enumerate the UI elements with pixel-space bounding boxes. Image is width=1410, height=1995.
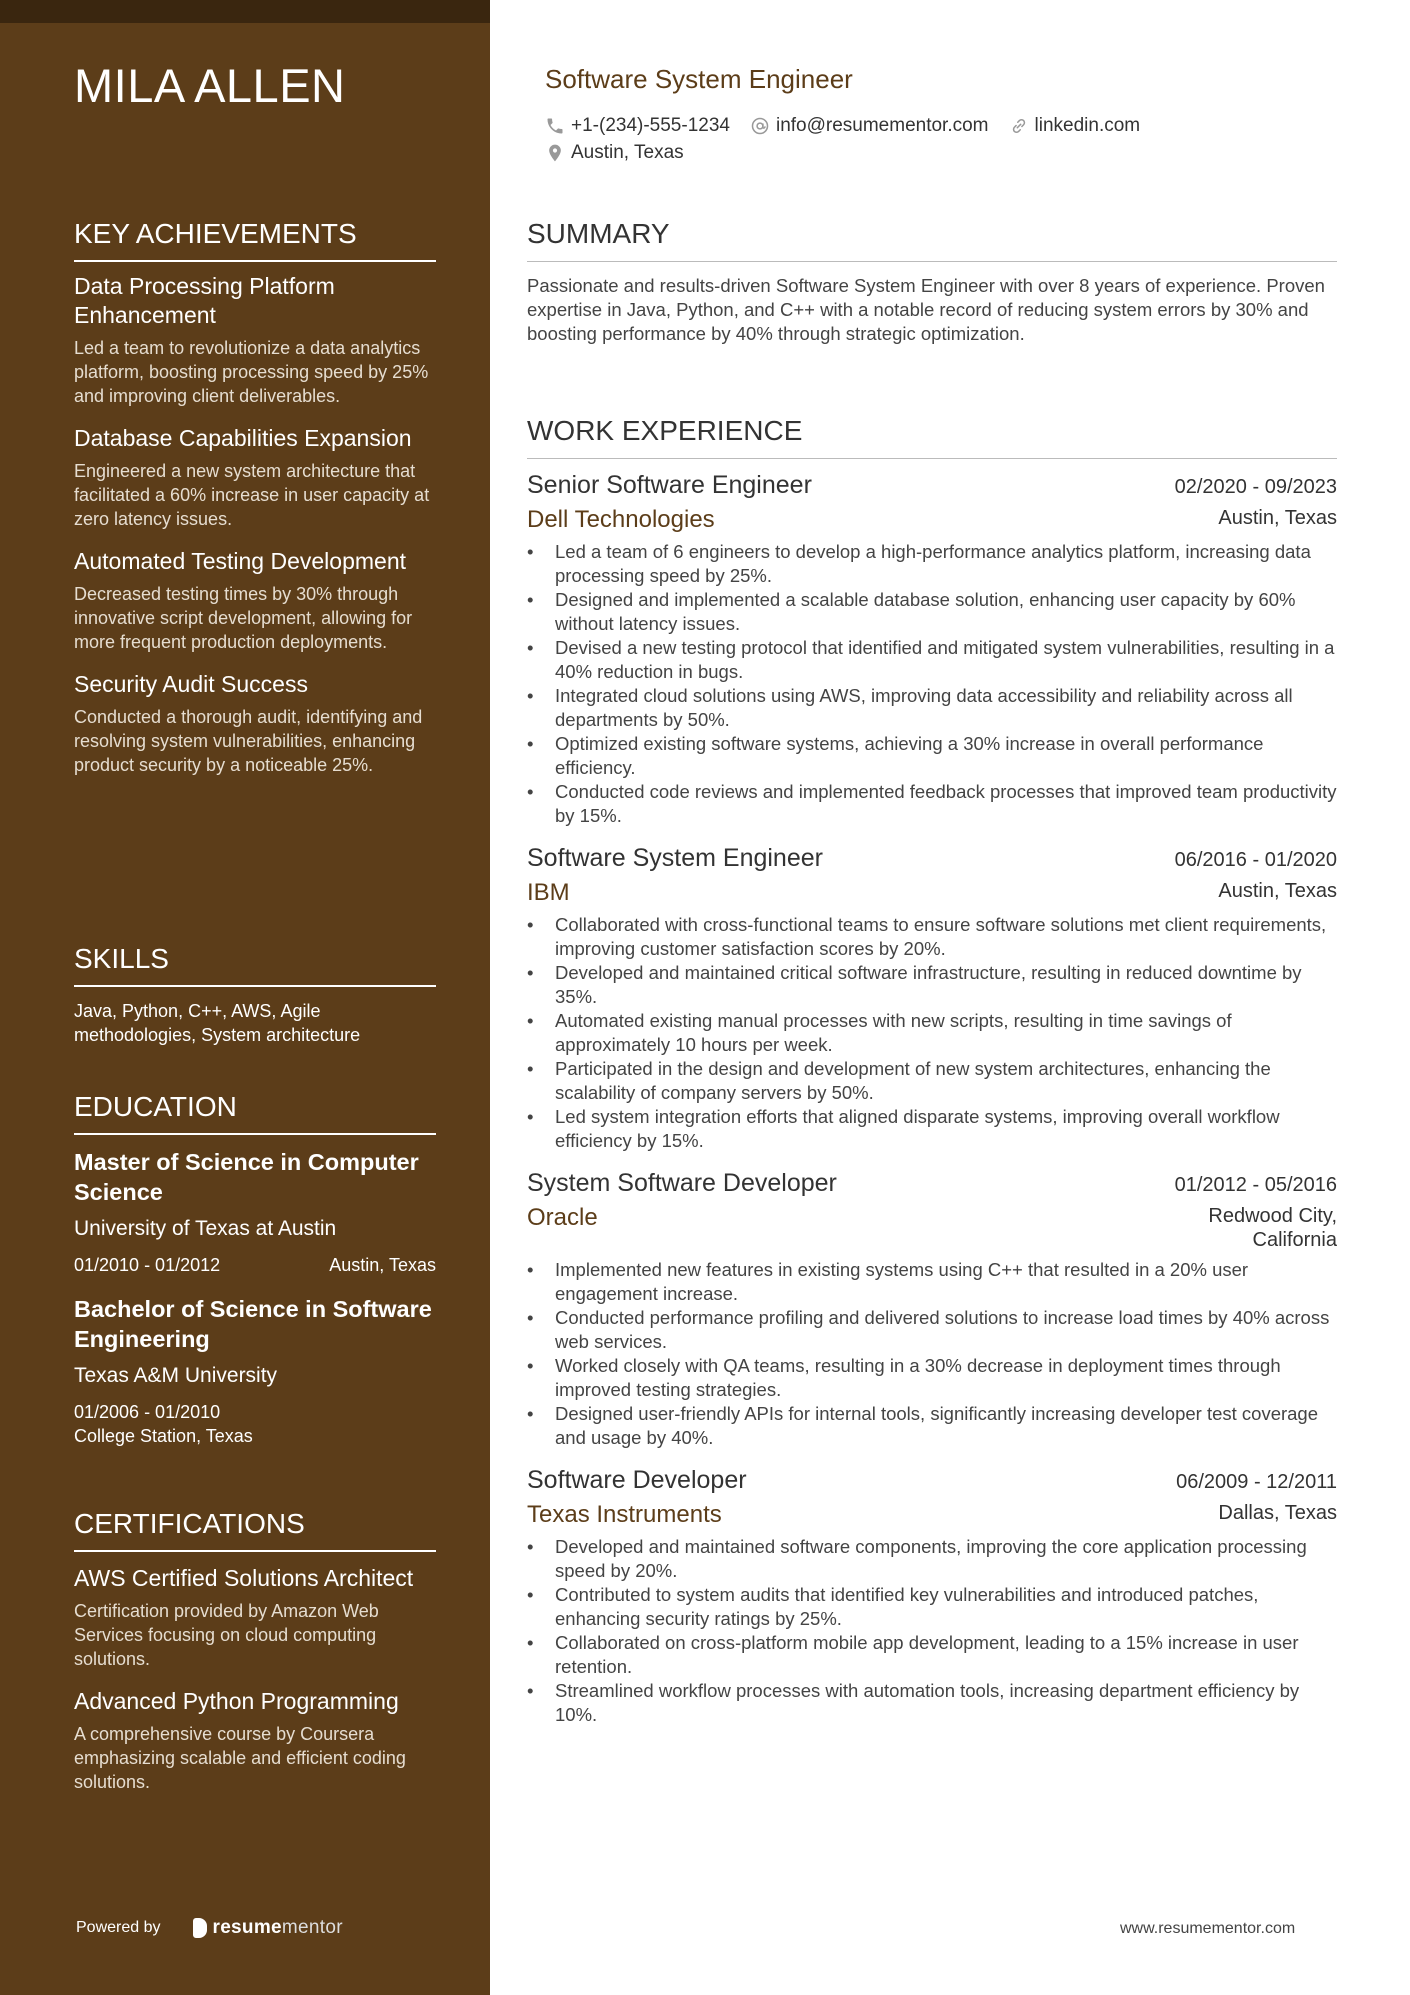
job-role: Software Developer xyxy=(527,1466,747,1494)
job-company: Dell Technologies xyxy=(527,506,715,533)
education-degree: Master of Science in Computer Science xyxy=(74,1149,419,1205)
at-icon xyxy=(750,116,770,136)
job-bullet: • Contributed to system audits that identified key vulnerabilities and introduced patches, enhancing security ratings by 25%. xyxy=(555,1583,1337,1631)
education-location: College Station, Texas xyxy=(74,1426,253,1446)
job-bullets xyxy=(527,1258,1337,1450)
skills-text: Java, Python, C++, AWS, Agile methodologies, System architecture xyxy=(74,1001,361,1045)
job-bullet: • Conducted performance profiling and delivered solutions to increase load times by 40% across web services. xyxy=(555,1306,1337,1354)
certifications-section xyxy=(74,1508,436,1794)
phone-icon xyxy=(545,116,565,136)
job-bullet: • Devised a new testing protocol that identified and mitigated system vulnerabilities, resulting in a 40% reduction in bugs. xyxy=(555,636,1337,684)
sidebar xyxy=(0,0,490,1995)
summary-heading: SUMMARY xyxy=(527,218,1337,262)
achievement-title: Automated Testing Development xyxy=(74,548,406,574)
job-company: IBM xyxy=(527,879,570,906)
email-text: info@resumementor.com xyxy=(775,114,989,136)
linkedin-text: linkedin.com xyxy=(1034,114,1141,136)
summary-text: Passionate and results-driven Software System Engineer with over 8 years of experience. Proven expertise in Java, Python, and C++ with a notable record of reducing system errors by 30% and boosting performance by 40% through strategic optimization. xyxy=(527,275,1325,344)
job-company: Oracle xyxy=(527,1204,598,1231)
certification-desc: A comprehensive course by Coursera emphasizing scalable and efficient coding solutions. xyxy=(74,1724,406,1792)
job-bullet: • Streamlined workflow processes with automation tools, increasing department efficiency by 10%. xyxy=(555,1679,1337,1727)
achievement-title: Database Capabilities Expansion xyxy=(74,425,412,451)
education-school: Texas A&M University xyxy=(74,1364,278,1387)
brand-bold: resume xyxy=(212,1917,282,1938)
achievement-desc: Decreased testing times by 30% through innovative script development, allowing for more frequent production deployments. xyxy=(74,584,413,652)
job-bullet: • Worked closely with QA teams, resulting in a 30% decrease in deployment times through improved testing strategies. xyxy=(555,1354,1337,1402)
phone-contact[interactable] xyxy=(545,115,730,137)
experience-heading: WORK EXPERIENCE xyxy=(527,415,1337,459)
job-role: System Software Developer xyxy=(527,1169,837,1197)
certification-title: Advanced Python Programming xyxy=(74,1688,399,1714)
job-bullet: • Developed and maintained software components, improving the core application processing speed by 20%. xyxy=(555,1535,1337,1583)
education-school: University of Texas at Austin xyxy=(74,1217,337,1240)
achievement-title: Data Processing Platform Enhancement xyxy=(74,273,335,328)
certification-title: AWS Certified Solutions Architect xyxy=(74,1565,414,1591)
certification-desc: Certification provided by Amazon Web Services focusing on cloud computing solutions. xyxy=(74,1601,379,1669)
job-bullets xyxy=(527,540,1337,828)
job-bullets xyxy=(527,1535,1337,1727)
job-entry xyxy=(527,1169,1337,1450)
job-location: Austin, Texas xyxy=(1218,507,1337,529)
achievement-title: Security Audit Success xyxy=(74,671,308,697)
job-bullet: • Conducted code reviews and implemented feedback processes that improved team productivity by 15%. xyxy=(555,780,1337,828)
location-text: Austin, Texas xyxy=(571,141,684,163)
experience-section xyxy=(527,415,1337,1727)
job-role: Senior Software Engineer xyxy=(527,471,812,499)
job-bullet: • Led system integration efforts that aligned disparate systems, improving overall workflow efficiency by 15%. xyxy=(555,1105,1337,1153)
achievements-section xyxy=(74,218,436,777)
achievement-item xyxy=(74,272,436,408)
skills-heading: SKILLS xyxy=(74,943,436,987)
job-entry xyxy=(527,471,1337,828)
job-bullet: • Collaborated with cross-functional teams to ensure software solutions met client requirements, improving customer satisfaction scores by 20%. xyxy=(555,913,1337,961)
job-bullet: • Implemented new features in existing systems using C++ that resulted in a 20% user engagement increase. xyxy=(555,1258,1337,1306)
certification-item xyxy=(74,1687,436,1794)
education-dates: 01/2010 - 01/2012 xyxy=(74,1255,221,1275)
job-location: Austin, Texas xyxy=(1218,880,1337,902)
job-dates: 06/2009 - 12/2011 xyxy=(1176,1471,1337,1493)
powered-by-label: Powered by xyxy=(76,1919,161,1936)
skills-section xyxy=(74,943,436,1047)
job-entry xyxy=(527,844,1337,1153)
job-bullet: • Automated existing manual processes with new scripts, resulting in time savings of approximately 10 hours per week. xyxy=(555,1009,1337,1057)
job-title: Software System Engineer xyxy=(545,64,853,94)
job-bullet: • Participated in the design and development of new system architectures, enhancing the scalability of company servers by 50%. xyxy=(555,1057,1337,1105)
job-bullet: • Optimized existing software systems, achieving a 30% increase in overall performance efficiency. xyxy=(555,732,1337,780)
link-icon xyxy=(1009,116,1029,136)
education-degree: Bachelor of Science in Software Engineering xyxy=(74,1296,432,1352)
certification-item xyxy=(74,1564,436,1671)
job-bullet: • Designed user-friendly APIs for internal tools, significantly increasing developer test coverage and usage by 40%. xyxy=(555,1402,1337,1450)
summary-section xyxy=(527,218,1337,346)
achievement-item xyxy=(74,547,436,654)
achievement-desc: Led a team to revolutionize a data analytics platform, boosting processing speed by 25% and improving client deliverables. xyxy=(74,338,429,406)
certifications-heading: CERTIFICATIONS xyxy=(74,1508,436,1552)
education-meta xyxy=(74,1255,436,1276)
footer-url[interactable]: www.resumementor.com xyxy=(1120,1920,1296,1937)
education-location: Austin, Texas xyxy=(329,1255,436,1275)
education-section xyxy=(74,1091,436,1448)
job-entry xyxy=(527,1466,1337,1727)
job-role: Software System Engineer xyxy=(527,844,823,872)
powered-by xyxy=(76,1917,343,1939)
job-location: Dallas, Texas xyxy=(1218,1502,1337,1524)
brand-logo[interactable] xyxy=(193,1917,343,1939)
email-contact[interactable] xyxy=(750,115,989,137)
location-contact xyxy=(545,142,684,164)
job-bullet: • Led a team of 6 engineers to develop a high-performance analytics platform, increasing data processing speed by 25%. xyxy=(555,540,1337,588)
job-bullet: • Integrated cloud solutions using AWS, improving data accessibility and reliability across all departments by 50%. xyxy=(555,684,1337,732)
job-bullet: • Designed and implemented a scalable database solution, enhancing user capacity by 60% without latency issues. xyxy=(555,588,1337,636)
education-item xyxy=(74,1294,436,1448)
location-pin-icon xyxy=(545,143,565,163)
job-dates: 02/2020 - 09/2023 xyxy=(1174,476,1337,498)
education-dates: 01/2006 - 01/2010 xyxy=(74,1402,221,1422)
phone-text: +1-(234)-555-1234 xyxy=(571,114,730,136)
job-bullets xyxy=(527,913,1337,1153)
achievement-item xyxy=(74,424,436,531)
job-bullet: • Collaborated on cross-platform mobile app development, leading to a 15% increase in user retention. xyxy=(555,1631,1337,1679)
job-bullet: • Developed and maintained critical software infrastructure, resulting in reduced downtime by 35%. xyxy=(555,961,1337,1009)
education-item xyxy=(74,1147,436,1276)
linkedin-contact[interactable] xyxy=(1009,115,1141,137)
sidebar-top-band xyxy=(0,0,490,23)
education-heading: EDUCATION xyxy=(74,1091,436,1135)
job-location: Redwood City, California xyxy=(1208,1205,1337,1251)
contact-block xyxy=(545,112,1160,166)
candidate-name: MILA ALLEN xyxy=(74,59,346,112)
brand-light: mentor xyxy=(281,1917,343,1938)
achievement-item xyxy=(74,670,436,777)
achievements-heading: KEY ACHIEVEMENTS xyxy=(74,218,436,262)
brand-mark-icon xyxy=(193,1918,207,1938)
job-company: Texas Instruments xyxy=(527,1501,722,1528)
achievement-desc: Conducted a thorough audit, identifying and resolving system vulnerabilities, enhancing product security by a noticeable 25%. xyxy=(74,707,423,775)
achievement-desc: Engineered a new system architecture that facilitated a 60% increase in user capacity at zero latency issues. xyxy=(74,461,430,529)
job-dates: 06/2016 - 01/2020 xyxy=(1174,849,1337,871)
job-dates: 01/2012 - 05/2016 xyxy=(1174,1174,1337,1196)
